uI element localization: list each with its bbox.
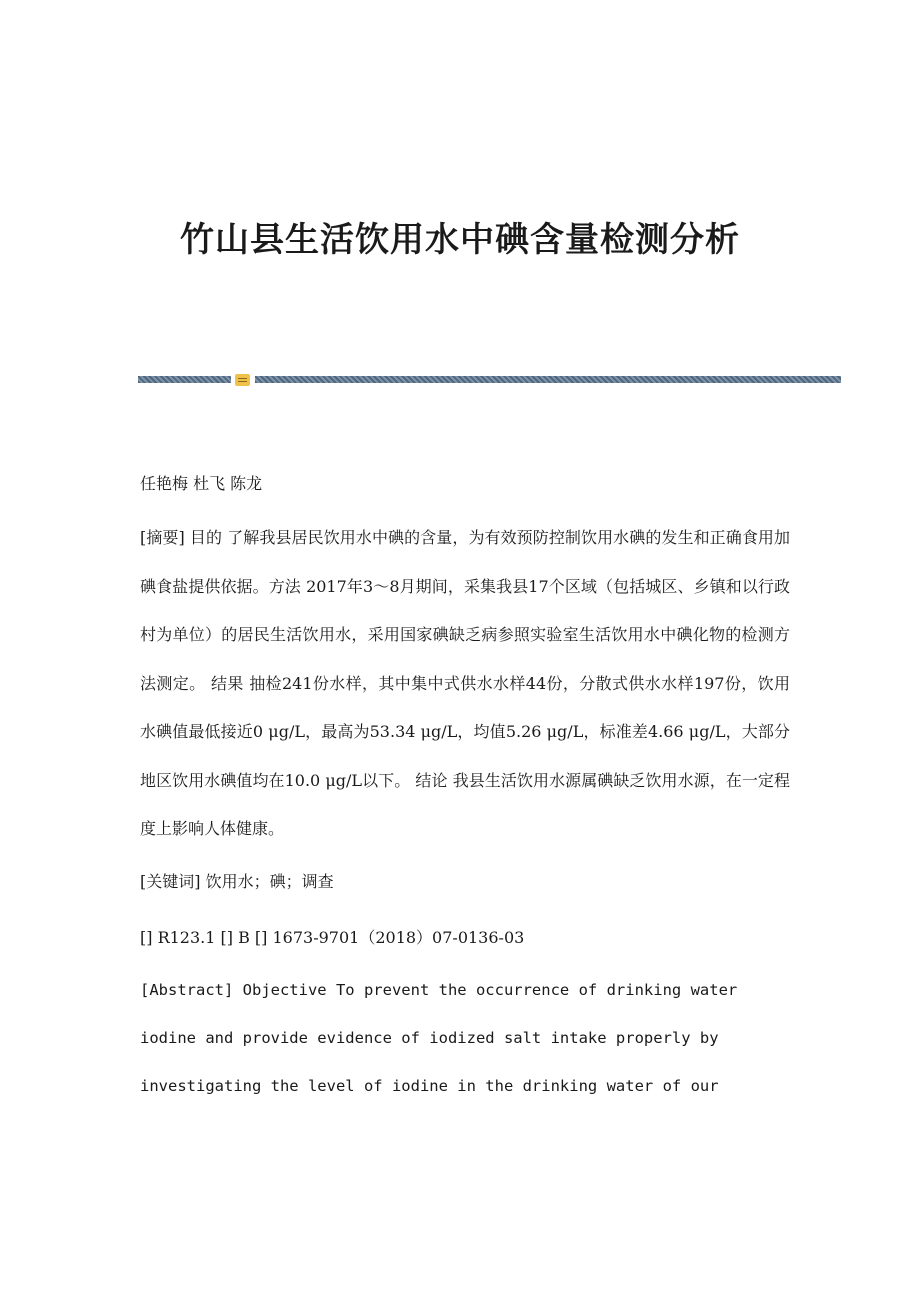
classification-codes: [] R123.1 [] B [] 1673-9701（2018）07-0136-03 [140,927,525,947]
divider-bar-right [255,376,841,383]
keywords: [关键词] 饮用水；碘；调查 [140,871,334,891]
author-list: 任艳梅 杜飞 陈龙 [140,474,263,493]
abstract-chinese: [摘要] 目的 了解我县居民饮用水中碘的含量，为有效预防控制饮用水碘的发生和正确食用加碘食盐提供依据。方法 2017年3～8月期间，采集我县17个区域（包括城区、乡镇和以行政村为单位）的居民生活饮用水，采用国家碘缺乏病参照实验室生活饮用水中碘化物的检测方法测定。 结果 抽检241份水样，其中集中式供水水样44份，分散式供水水样197份，饮用水碘值最低接近0 μg/L，最高为53.34 μg/L，均值5.26 μg/L，标准差4.66 μg/L，大部分地区饮用水碘值均在10.0 μg/L以下。 结论 我县生活饮用水源属碘缺乏饮用水源，在一定程度上影响人体健康。 [140,528,790,838]
paper-body [140,468,790,1110]
title-divider [138,374,841,386]
divider-ornament-icon [235,374,250,386]
abstract-english: [Abstract] Objective To prevent the occurrence of drinking water iodine and provide evidence of iodized salt intake properly by investigating the level of iodine in the drinking water of our [140,980,738,1095]
divider-bar-left [138,376,231,383]
paper-title: 竹山县生活饮用水中碘含量检测分析 [180,220,740,260]
